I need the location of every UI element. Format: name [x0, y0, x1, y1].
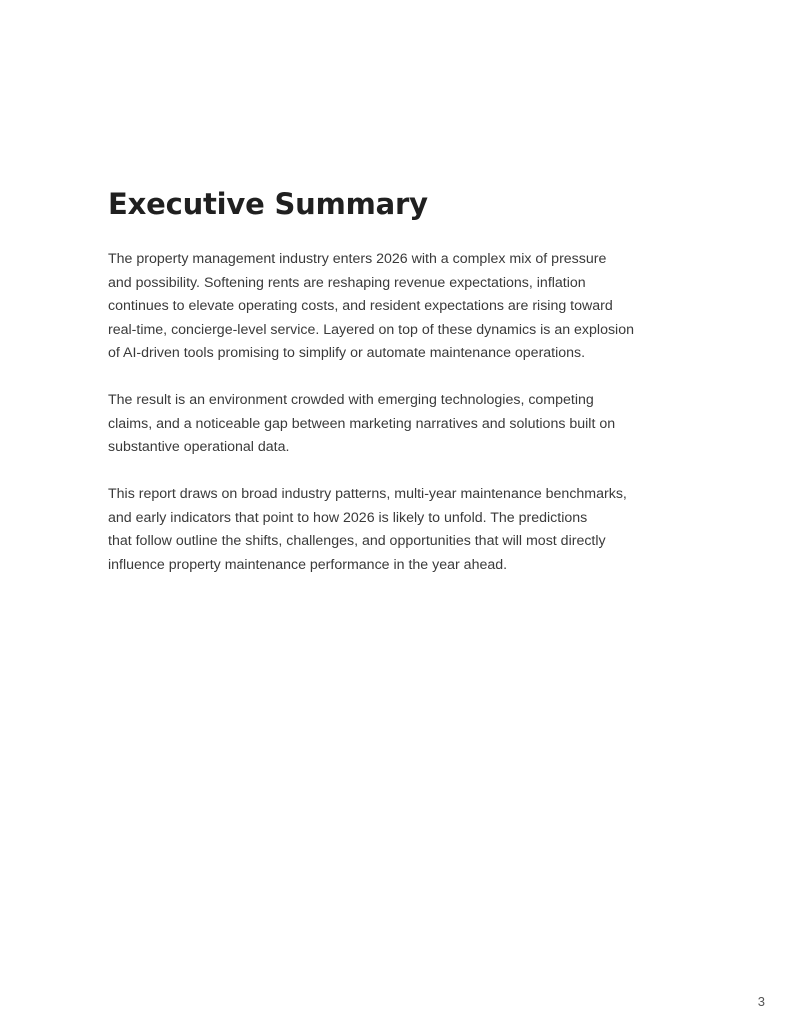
paragraph-line: and early indicators that point to how 2026 is likely to unfold. The predictions [108, 509, 588, 526]
paragraph-line: continues to elevate operating costs, and resident expectations are rising toward [108, 298, 613, 314]
paragraph-1 [108, 248, 668, 366]
paragraph-line: The property management industry enters 2026 with a complex mix of pressure [108, 251, 607, 267]
paragraph-line: claims, and a noticeable gap between marketing narratives and solutions built on [108, 415, 616, 432]
paragraph-line: and possibility. Softening rents are reshaping revenue expectations, inflation [108, 274, 586, 291]
page-title: Executive Summary [108, 187, 428, 221]
paragraph-3 [108, 483, 668, 577]
paragraph-line: substantive operational data. [108, 439, 290, 455]
body-text [108, 248, 668, 577]
page-number: 3 [757, 994, 765, 1009]
paragraph-line: This report draws on broad industry patterns, multi-year maintenance benchmarks, [108, 486, 627, 502]
paragraph-line: The result is an environment crowded with emerging technologies, competing [108, 392, 594, 408]
paragraph-line: of AI-driven tools promising to simplify or automate maintenance operations. [108, 345, 586, 361]
paragraph-line: that follow outline the shifts, challenges, and opportunities that will most directly [108, 533, 606, 549]
paragraph-2 [108, 389, 668, 460]
executive-summary-section [108, 183, 668, 601]
paragraph-line: influence property maintenance performance in the year ahead. [108, 556, 508, 573]
paragraph-line: real-time, concierge-level service. Layered on top of these dynamics is an explosion [108, 321, 634, 338]
